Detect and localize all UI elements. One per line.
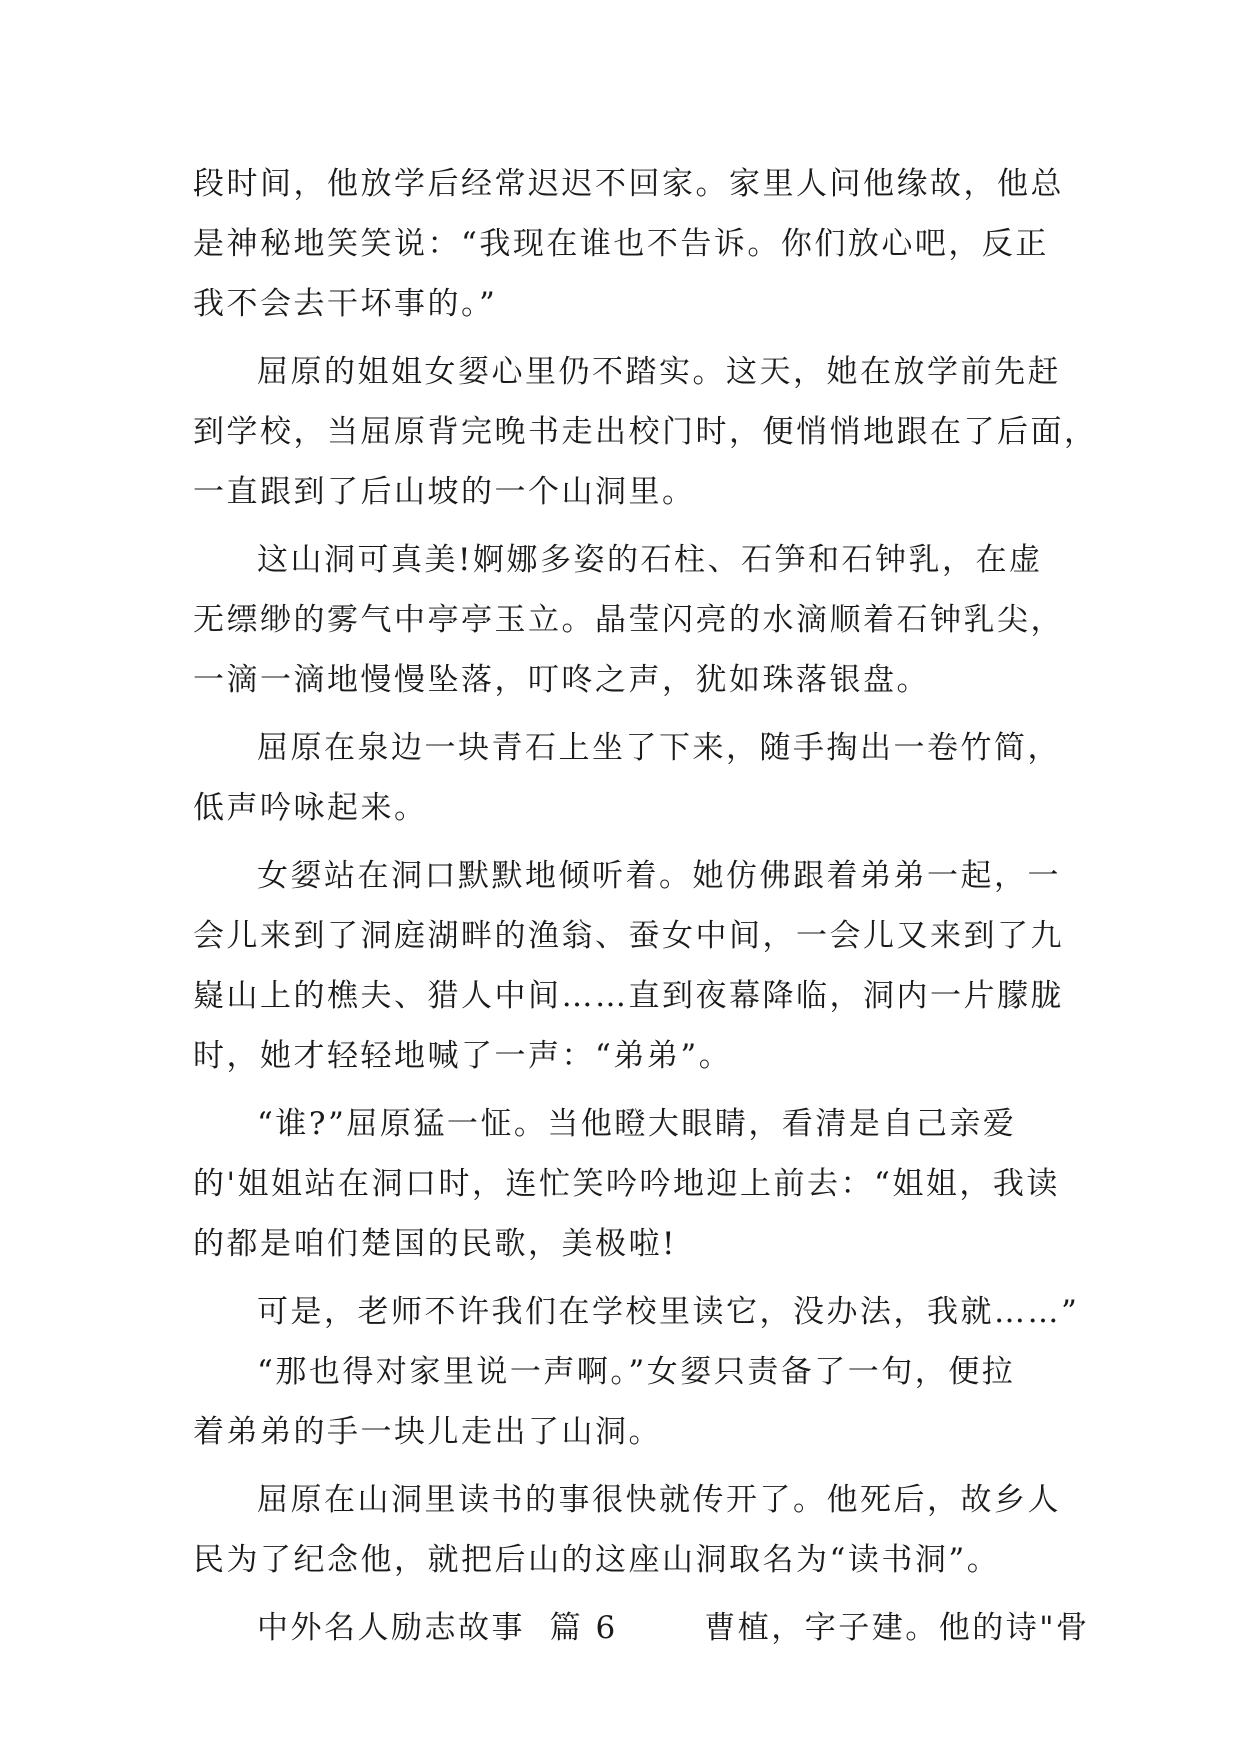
- paragraph: [193, 1598, 1090, 1658]
- paragraph: [193, 1094, 1060, 1274]
- text-line: 我不会去干坏事的。”: [193, 286, 498, 322]
- paragraph: [193, 342, 1098, 522]
- paragraph: [193, 1282, 1080, 1342]
- paragraph: [193, 530, 1064, 710]
- text-line: 无缥缈的雾气中亭亭玉立。晶莹闪亮的水滴顺着石钟乳尖，: [193, 602, 1064, 638]
- paragraph: [193, 1470, 1061, 1590]
- text-line: 到学校，当屈原背完晚书走出校门时，便悄悄地跟在了后面，: [193, 414, 1098, 450]
- text-line: “谁?”屈原猛一怔。当他瞪大眼睛，看清是自己亲爱: [257, 1106, 1017, 1142]
- paragraph: [193, 154, 1064, 334]
- text-line: 嶷山上的樵夫、猎人中间……直到夜幕降临，洞内一片朦胧: [193, 978, 1064, 1014]
- text-line: 一直跟到了后山坡的一个山洞里。: [193, 474, 696, 510]
- text-line: 这山洞可真美!婀娜多姿的石柱、石笋和石钟乳，在虚: [257, 542, 1043, 578]
- text-line: 段时间，他放学后经常迟迟不回家。家里人问他缘故，他总: [193, 166, 1064, 202]
- text-line: 时，她才轻轻地喊了一声：“弟弟”。: [193, 1038, 733, 1074]
- text-line: 民为了纪念他，就把后山的这座山洞取名为“读书洞”。: [193, 1542, 1001, 1578]
- text-line: 女媭站在洞口默默地倾听着。她仿佛跟着弟弟一起，一: [257, 858, 1061, 894]
- text-line: 一滴一滴地慢慢坠落，叮咚之声，犹如珠落银盘。: [193, 662, 930, 698]
- paragraph: [193, 1342, 1053, 1462]
- text-line: 中外名人励志故事 篇 6 曹植，字子建。他的诗"骨: [257, 1610, 1090, 1646]
- text-line: 屈原在山洞里读书的事很快就传开了。他死后，故乡人: [257, 1482, 1061, 1518]
- text-line: 会儿来到了洞庭湖畔的渔翁、蚕女中间，一会儿又来到了九: [193, 918, 1064, 954]
- text-line: 是神秘地笑笑说：“我现在谁也不告诉。你们放心吧，反正: [193, 226, 1049, 262]
- text-line: 低声吟咏起来。: [193, 790, 428, 826]
- document-page: [193, 154, 1098, 1658]
- text-line: 的'姐姐站在洞口时，连忙笑吟吟地迎上前去：“姐姐，我读: [193, 1166, 1060, 1202]
- paragraph: [193, 718, 1061, 838]
- paragraph: [193, 846, 1064, 1086]
- text-line: 的都是咱们楚国的民歌，美极啦!: [193, 1226, 677, 1262]
- text-line: “那也得对家里说一声啊。”女媭只责备了一句，便拉: [257, 1354, 1016, 1390]
- text-line: 可是，老师不许我们在学校里读它，没办法，我就……”: [257, 1294, 1080, 1330]
- text-line: 屈原在泉边一块青石上坐了下来，随手掏出一卷竹简，: [257, 730, 1061, 766]
- text-line: 着弟弟的手一块儿走出了山洞。: [193, 1414, 662, 1450]
- text-line: 屈原的姐姐女媭心里仍不踏实。这天，她在放学前先赶: [257, 354, 1061, 390]
